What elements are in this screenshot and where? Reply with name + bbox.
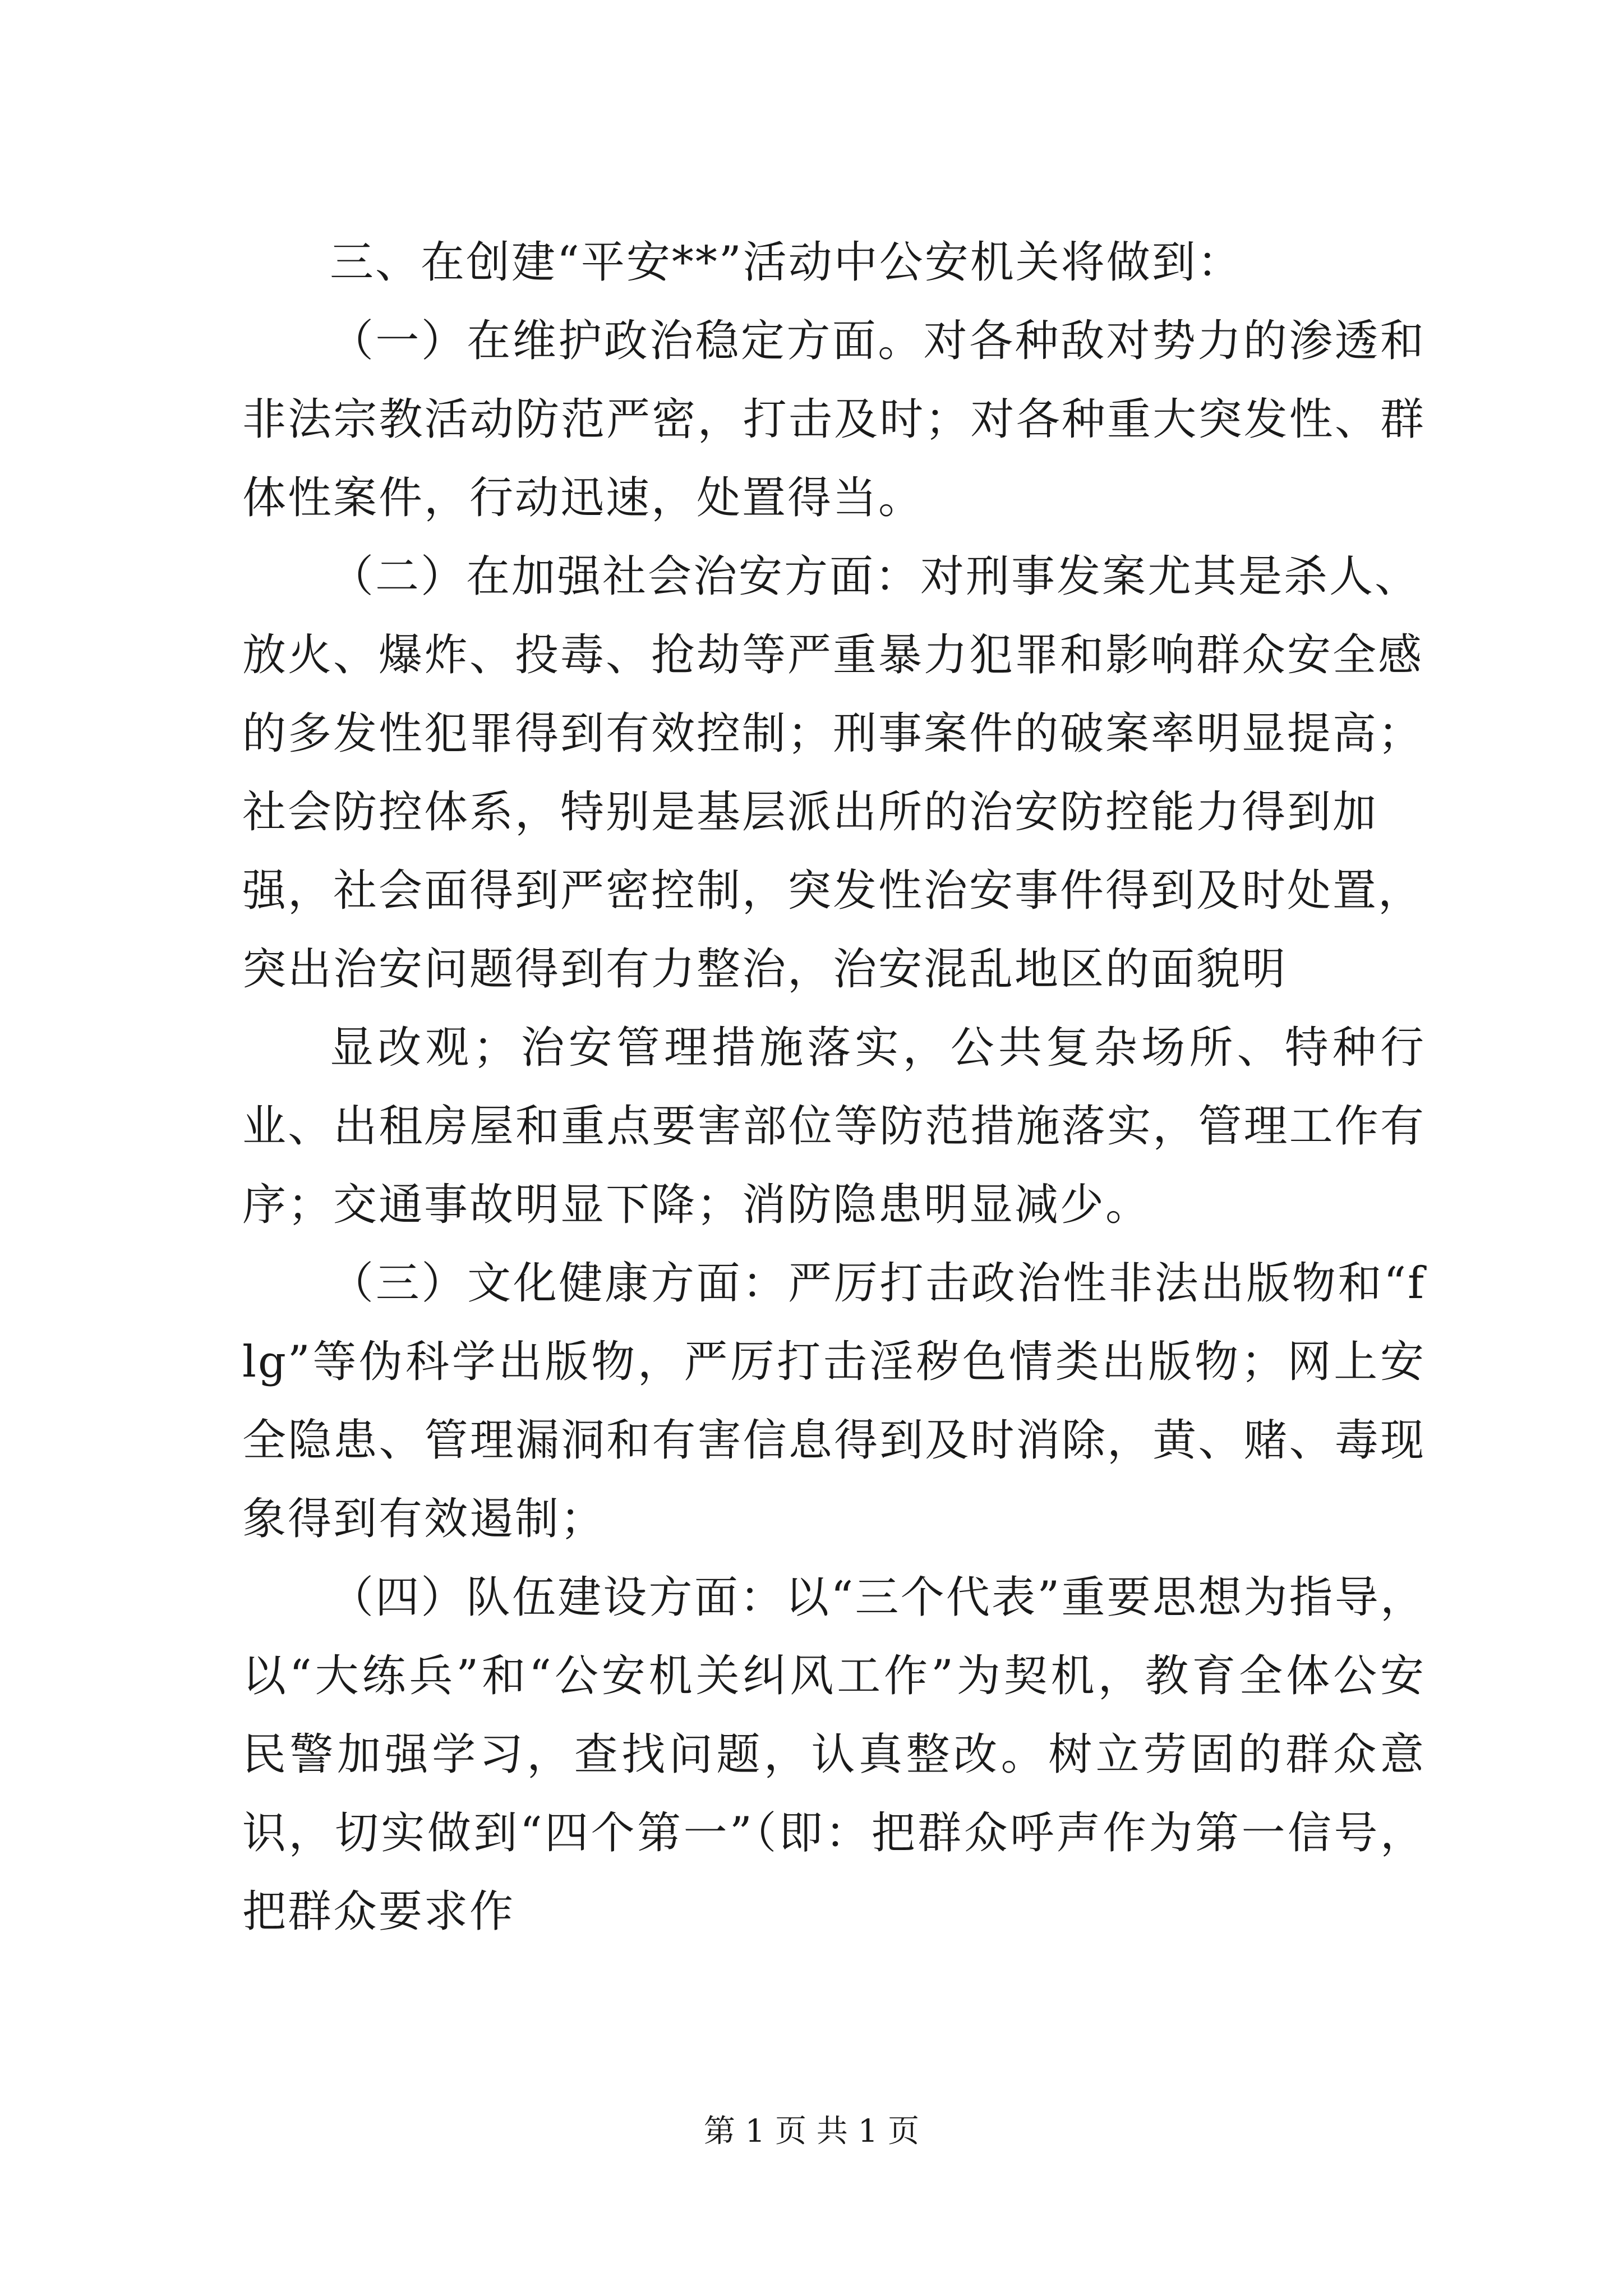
page-footer: 第 1 页 共 1 页 [703, 2113, 920, 2150]
paragraph-social-security: （二）在加强社会治安方面：对刑事发案尤其是杀人、放火、爆炸、投毒、抢劫等严重暴力犯罪和影响群众安全感的多发性犯罪得到有效控制；刑事案件的破案率明显提高；社会防控体系，特别是基层派出所的治安防控能力得到加强，社会面得到严密控制，突发性治安事件得到及时处置，突出治安问题得到有力整治，治安混乱地区的面貌明 [242, 551, 1424, 995]
paragraph-culture-health: （三）文化健康方面：严厉打击政治性非法出版物和“flg”等伪科学出版物，严厉打击淫秽色情类出版物；网上安全隐患、管理漏洞和有害信息得到及时消除，黄、赌、毒现象得到有效遏制； [242, 1258, 1426, 1544]
document-body [242, 223, 1426, 1951]
section-heading: 三、在创建“平安**”活动中公安机关将做到： [330, 237, 1243, 288]
paragraph-security-continued: 显改观；治安管理措施落实，公共复杂场所、特种行业、出租房屋和重点要害部位等防范措施落实，管理工作有序；交通事故明显下降；消防隐患明显减少。 [242, 1023, 1426, 1230]
paragraph-team-building: （四）队伍建设方面：以“三个代表”重要思想为指导，以“大练兵”和“公安机关纠风工作”为契机，教育全体公安民警加强学习，查找问题，认真整改。树立劳固的群众意识，切实做到“四个第一”（即：把群众呼声作为第一信号，把群众要求作 [242, 1572, 1426, 1937]
paragraph-political-stability: （一）在维护政治稳定方面。对各种敌对势力的渗透和非法宗教活动防范严密，打击及时；对各种重大突发性、群体性案件，行动迅速，处置得当。 [242, 316, 1426, 523]
